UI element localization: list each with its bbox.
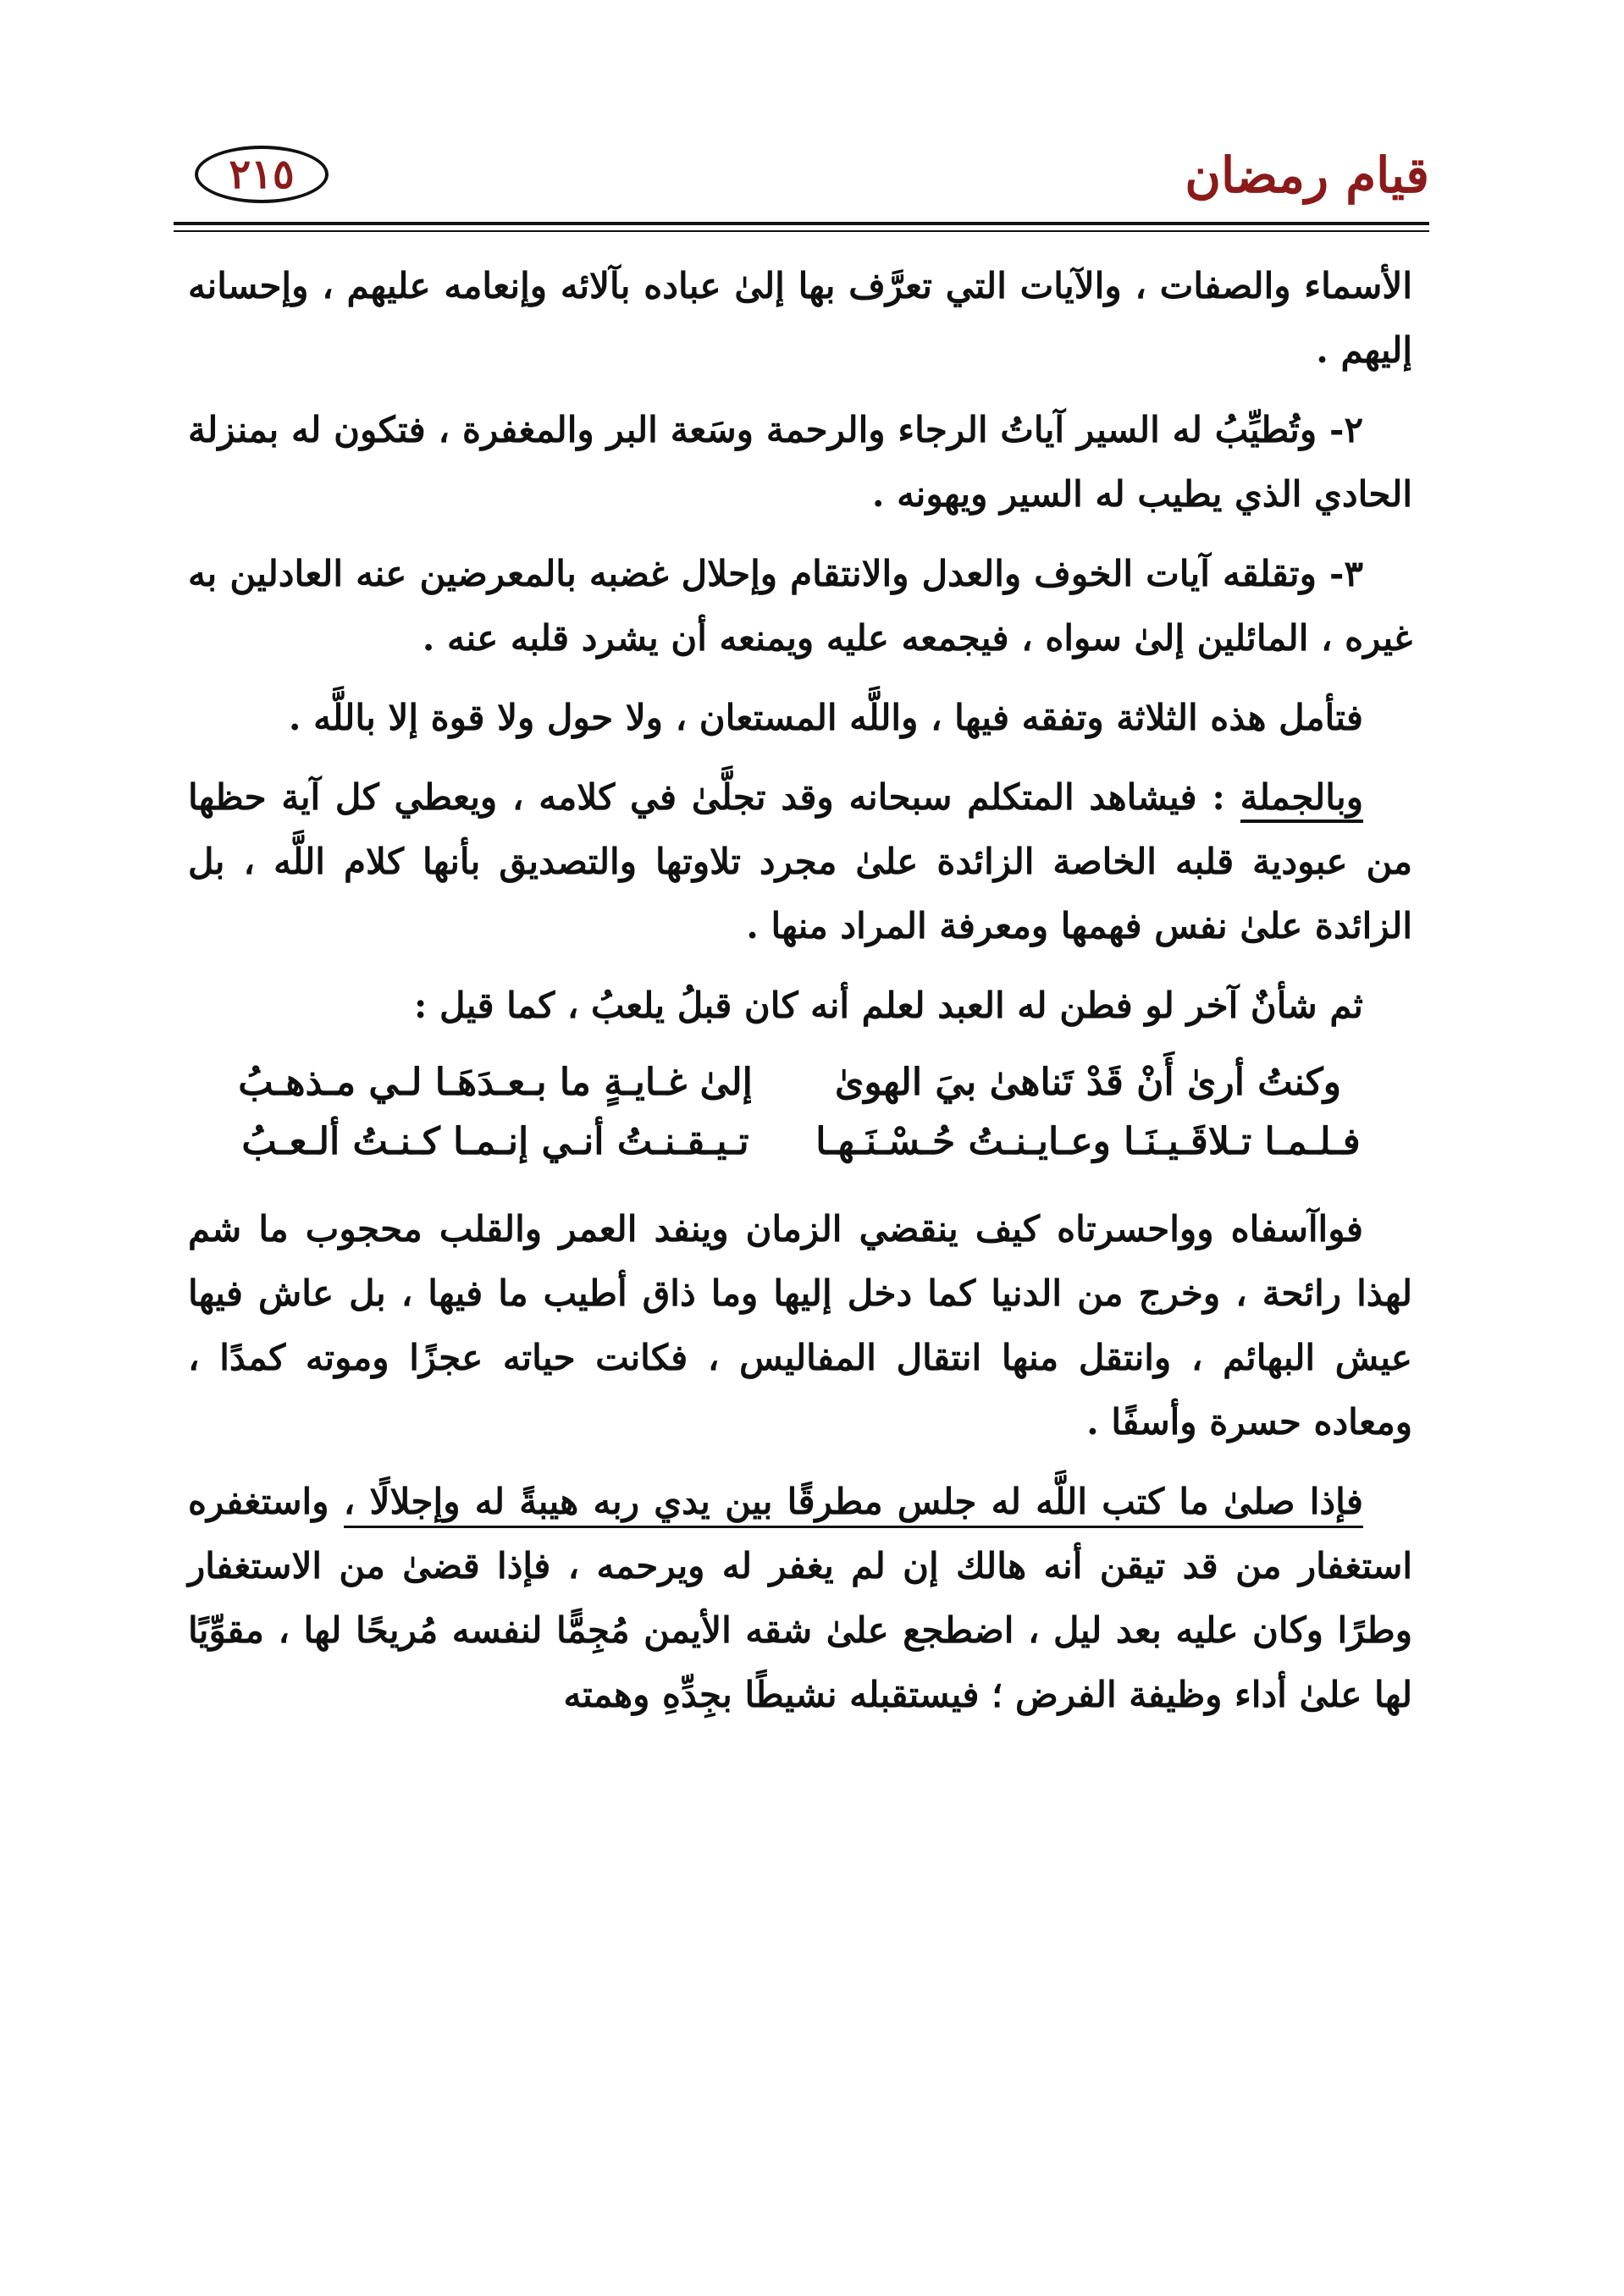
poem-verse bbox=[222, 1053, 1362, 1112]
lead-term: وبالجملة bbox=[1240, 776, 1363, 823]
paragraph-summary bbox=[188, 765, 1412, 958]
paragraph-reflection: فتأمل هذه الثلاثة وتفقه فيها ، واللَّه المستعان ، ولا حول ولا قوة إلا باللَّه . bbox=[288, 697, 1363, 738]
header-rule-thick bbox=[174, 222, 1429, 225]
summary-text: : فيشاهد المتكلم سبحانه وقد تجلَّىٰ في كلامه ، ويعطي كل آية حظها من عبودية قلبه الخاصة الزائدة علىٰ مجرد تلاوتها والتصديق بأنها كلام اللَّه ، بل الزائدة علىٰ نفس فهمها ومعرفة المراد منها . bbox=[188, 776, 1412, 947]
poem-hemistich-second: تـيـقـنـتُ أنـي إنـمـا كـنـتُ ألـعـبُ bbox=[241, 1120, 749, 1163]
poem-intro: ثم شأنٌ آخر لو فطن له العبد لعلم أنه كان قبلُ يلعبُ ، كما قيل : bbox=[413, 985, 1363, 1026]
paragraph-closing bbox=[188, 1470, 1412, 1727]
underlined-sentence: فإذا صلىٰ ما كتب اللَّه له جلس مطرقًا بين يدي ربه هيبةً له وإجلالًا ، bbox=[344, 1481, 1363, 1528]
running-title: قيام رمضان bbox=[1185, 146, 1429, 204]
paragraph-continuation: الأسماء والصفات ، والآيات التي تعرَّف بها إلىٰ عباده بآلائه وإنعامه عليهم ، وإحسانه إليهم . bbox=[188, 265, 1412, 371]
poem-hemistich-second: إلىٰ غـايـةٍ ما بـعـدَهَـا لـي مـذهـبُ bbox=[238, 1061, 753, 1104]
paragraph-lament: فواآسفاه وواحسرتاه كيف ينقضي الزمان وينفد العمر والقلب محجوب ما شم لهذا رائحة ، وخرج من الدنيا كما دخل إليها وما ذاق أطيب ما فيها ، بل عاش فيها عيش البهائم ، وانتقل منها انتقال المفاليس ، فكانت حياته عجزًا وموته كمدًا ، ومعاده حسرة وأسفًا . bbox=[188, 1208, 1412, 1443]
page-number: ٢١٥ bbox=[195, 146, 329, 203]
poem-hemistich-first: فـلـمـا تـلاقَـيـنَـا وعـايـنـتُ حُـسْـنَـهـا bbox=[815, 1120, 1361, 1163]
paragraph-point-3: ٣- وتقلقه آيات الخوف والعدل والانتقام وإحلال غضبه بالمعرضين عنه العادلين به غيره ، المائلين إلىٰ سواه ، فيجمعه عليه ويمنعه أن يشرد قلبه عنه . bbox=[188, 553, 1412, 659]
poem-hemistich-first: وكنتُ أرىٰ أَنْ قَدْ تَناهىٰ بيَ الهوىٰ bbox=[834, 1061, 1341, 1104]
page-header bbox=[174, 127, 1429, 220]
body-text bbox=[188, 254, 1412, 1742]
poem-verse bbox=[222, 1112, 1362, 1172]
closing-text: واستغفره استغفار من قد تيقن أنه هالك إن لم يغفر له ويرحمه ، فإذا قضىٰ من الاستغفار وطرًا وكان عليه بعد ليل ، اضطجع علىٰ شقه الأيمن مُجِمًّا لنفسه مُريحًا لها ، مقوِّيًا لها علىٰ أداء وظيفة الفرض ؛ فيستقبله نشيطًا بجِدِّهِ وهمته bbox=[188, 1481, 1412, 1715]
header-rule-thin bbox=[174, 230, 1429, 232]
paragraph-point-2: ٢- وتُطيِّبُ له السير آياتُ الرجاء والرحمة وسَعة البر والمغفرة ، فتكون له بمنزلة الحادي الذي يطيب له السير ويهونه . bbox=[188, 409, 1412, 515]
poem bbox=[188, 1053, 1412, 1172]
